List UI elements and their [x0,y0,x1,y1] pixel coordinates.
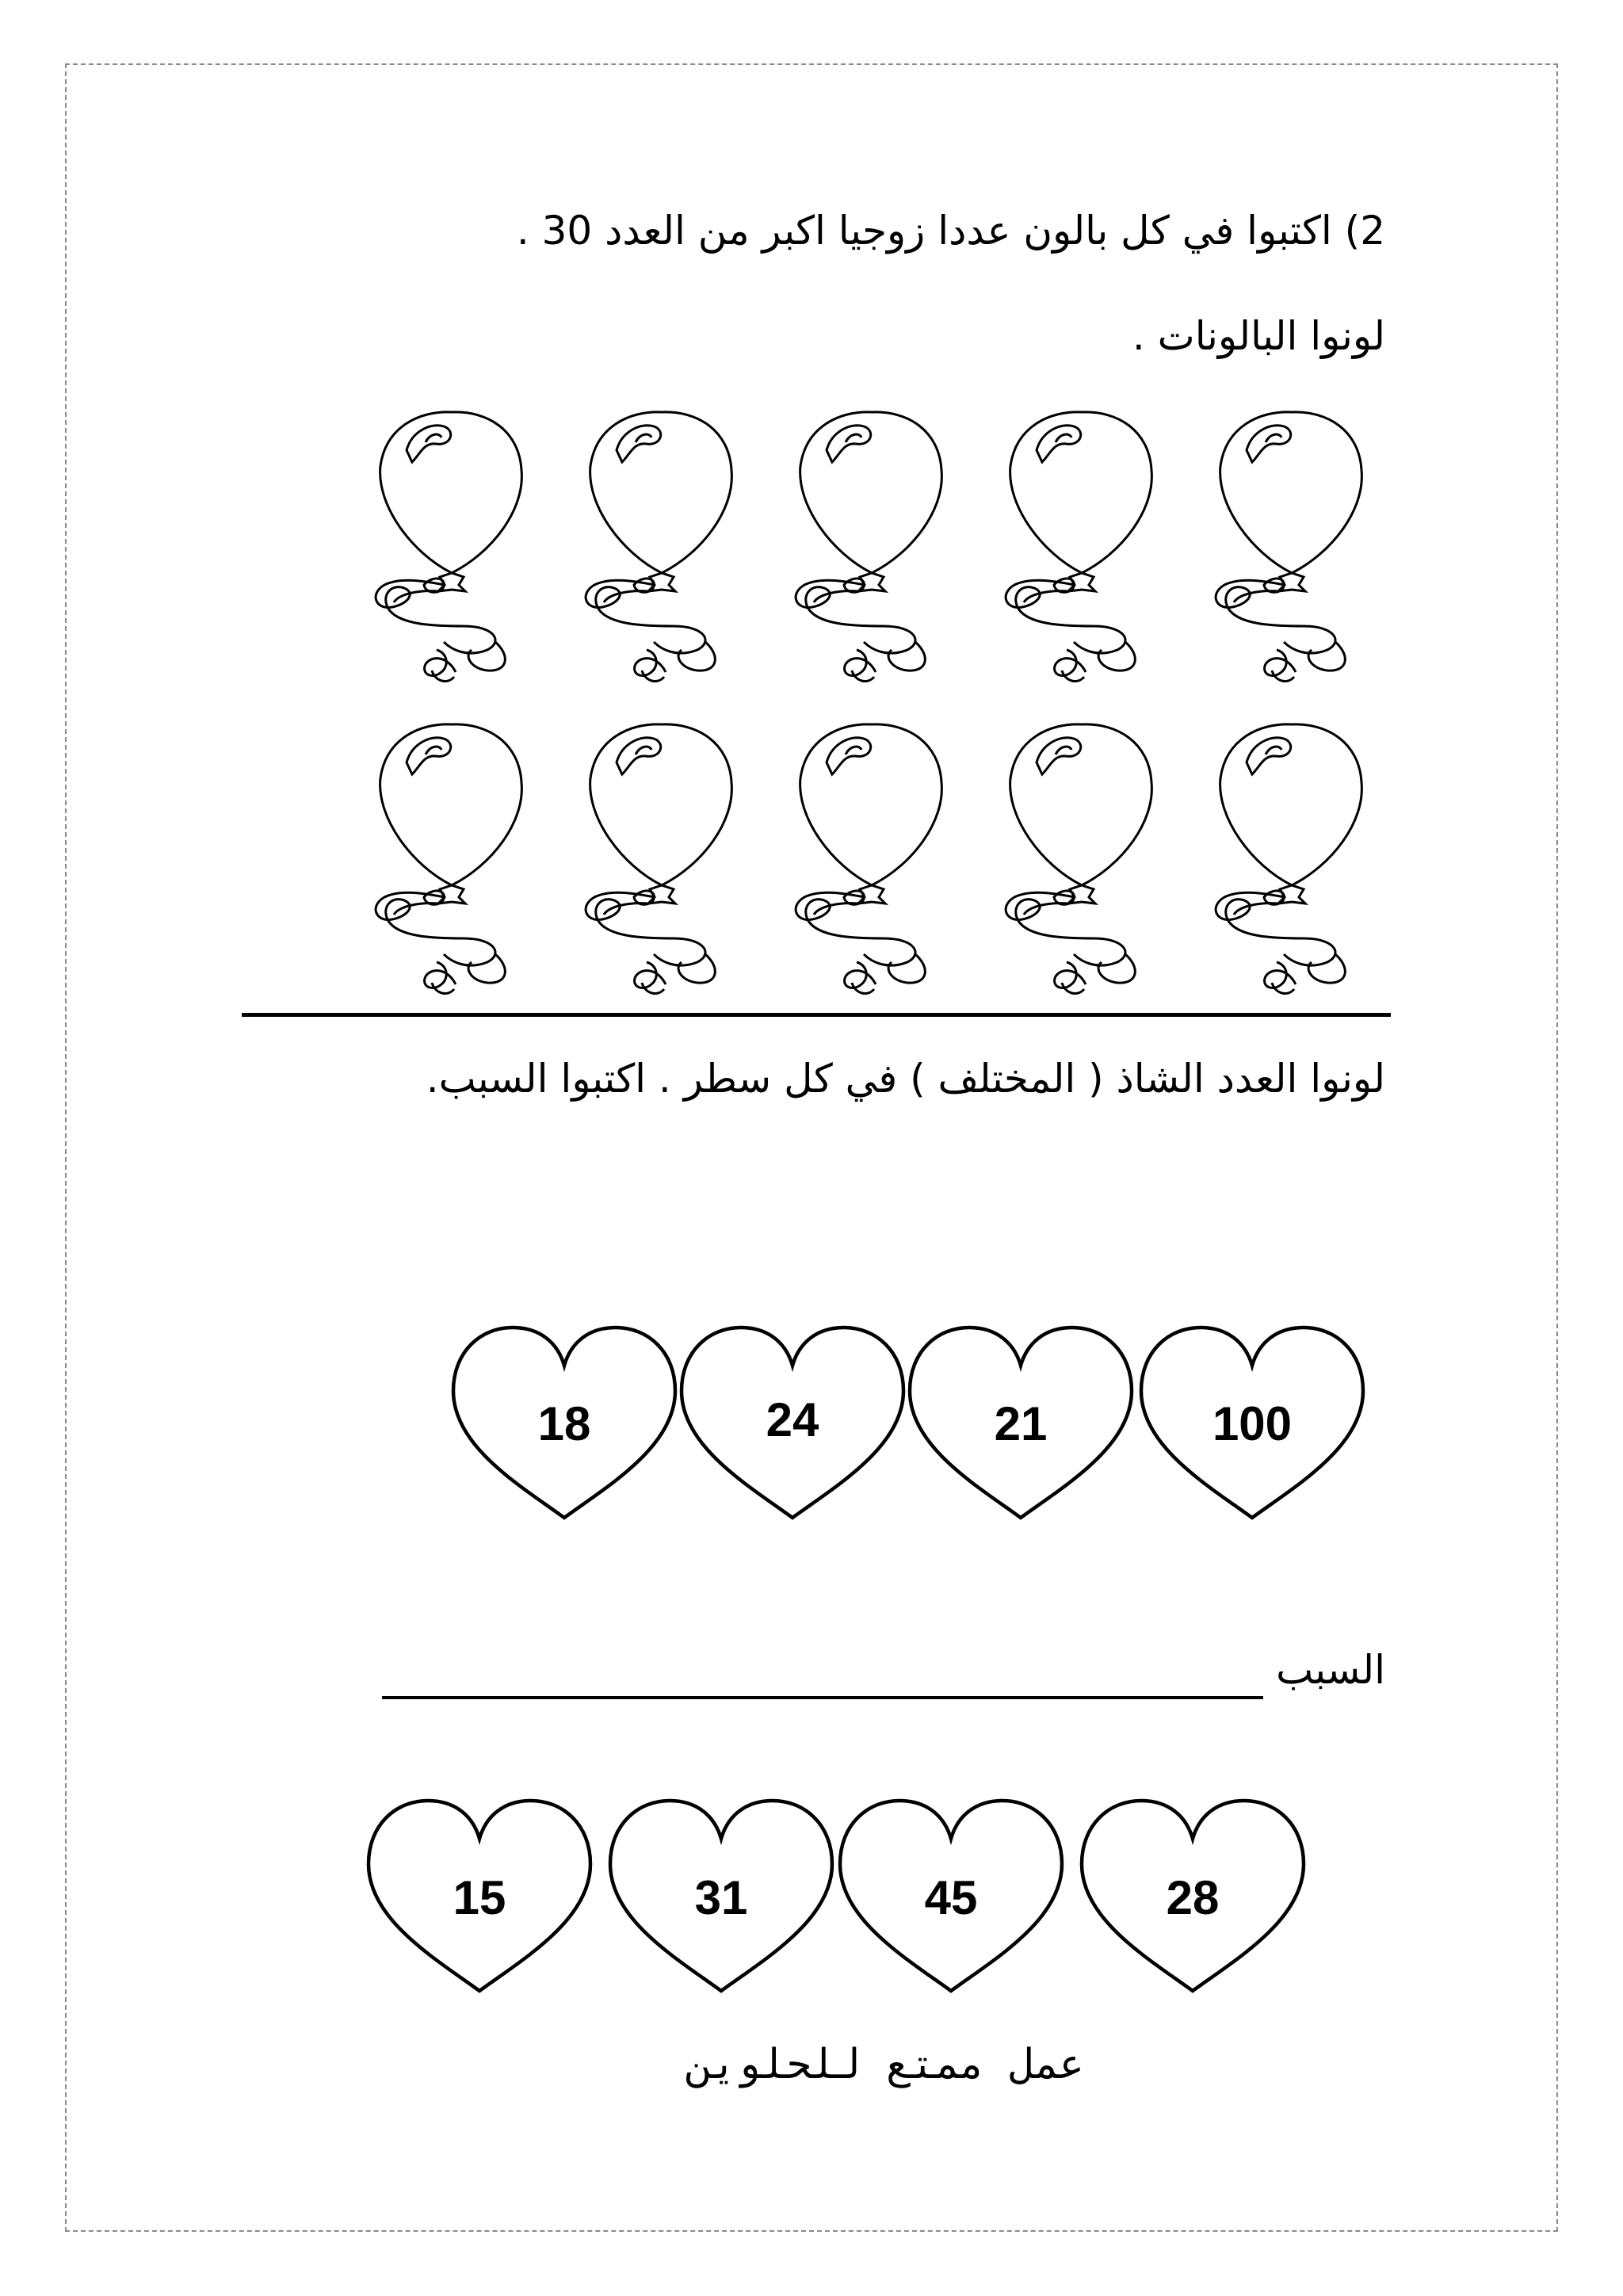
heart-row-1 [453,1328,1363,1518]
color-balloons-instruction: لونوا البالونات . [1132,313,1385,359]
reason-label: السبب [1276,1647,1385,1693]
heart-number: 45 [924,1871,978,1924]
heart-number: 100 [1212,1397,1293,1450]
heart-number: 21 [994,1397,1048,1450]
balloon-icon [796,724,941,994]
heart-number: 24 [766,1393,819,1446]
balloon-icon [586,412,731,682]
balloon-icon [376,724,521,994]
balloon-icon [1006,724,1151,994]
balloon-icon [1216,724,1361,994]
question-instruction: 2) اكتبوا في كل بالون عددا زوجيا اكبر من العدد 30 . [516,208,1385,254]
odd-number-instruction: لونوا العدد الشاذ ( المختلف ) في كل سطر . اكتبوا السبب. [426,1056,1385,1102]
balloon-icon [376,412,521,682]
heart-number: 31 [694,1871,748,1924]
balloon-icon [586,724,731,994]
heart-number: 18 [537,1397,591,1450]
heart-number: 15 [453,1871,506,1924]
balloon-row-1 [376,412,1361,682]
footer-message: عمل ممتع للحلوين [687,2041,1084,2088]
section-divider [242,1013,1391,1017]
heart-number: 28 [1166,1871,1220,1924]
reason-answer-line[interactable] [382,1696,1263,1699]
balloon-icon [796,412,941,682]
heart-row-2 [369,1801,1304,1991]
balloon-row-2 [376,724,1361,994]
balloon-icon [1006,412,1151,682]
balloon-icon [1216,412,1361,682]
